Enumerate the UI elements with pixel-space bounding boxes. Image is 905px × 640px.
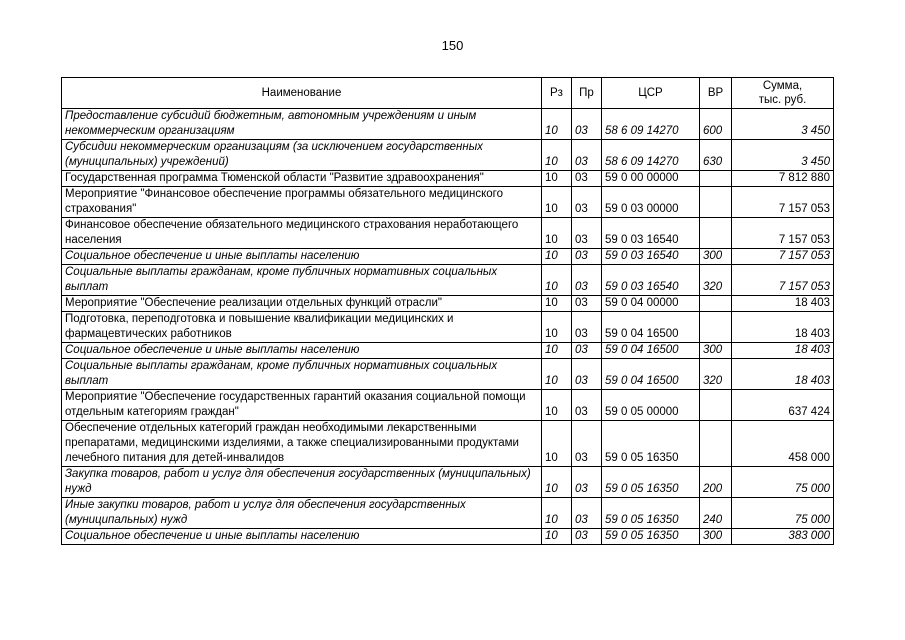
- cell-csr: 59 0 00 00000: [602, 171, 700, 187]
- cell-name: Обеспечение отдельных категорий граждан необходимыми лекарственными препаратами, медицинскими изделиями, а также специализированными продуктами лечебного питания для детей-инвалидов: [62, 421, 542, 467]
- cell-name: Подготовка, переподготовка и повышение квалификации медицинских и фармацевтических работников: [62, 312, 542, 343]
- table-row: [62, 529, 834, 545]
- table-row: [62, 187, 834, 218]
- cell-name: Государственная программа Тюменской области "Развитие здравоохранения": [62, 171, 542, 187]
- table-row: [62, 467, 834, 498]
- cell-vr: 630: [700, 140, 732, 171]
- cell-sum: 637 424: [732, 390, 834, 421]
- cell-pr: 03: [572, 187, 602, 218]
- cell-rz: 10: [542, 140, 572, 171]
- table-row: [62, 390, 834, 421]
- cell-vr: 200: [700, 467, 732, 498]
- cell-name: Социальные выплаты гражданам, кроме публичных нормативных социальных выплат: [62, 265, 542, 296]
- cell-sum: 75 000: [732, 467, 834, 498]
- cell-sum: 458 000: [732, 421, 834, 467]
- cell-csr: 59 0 03 16540: [602, 249, 700, 265]
- cell-rz: 10: [542, 249, 572, 265]
- cell-vr: [700, 390, 732, 421]
- cell-pr: 03: [572, 343, 602, 359]
- cell-rz: 10: [542, 187, 572, 218]
- table-row: [62, 218, 834, 249]
- header-pr: Пр: [572, 78, 602, 109]
- header-rz: Рз: [542, 78, 572, 109]
- cell-rz: 10: [542, 312, 572, 343]
- cell-sum: 3 450: [732, 140, 834, 171]
- cell-name: Социальные выплаты гражданам, кроме публичных нормативных социальных выплат: [62, 359, 542, 390]
- cell-csr: 58 6 09 14270: [602, 140, 700, 171]
- header-vr: ВР: [700, 78, 732, 109]
- table-row: [62, 296, 834, 312]
- cell-pr: 03: [572, 498, 602, 529]
- cell-name: Мероприятие "Финансовое обеспечение программы обязательного медицинского страхования": [62, 187, 542, 218]
- cell-vr: [700, 312, 732, 343]
- cell-pr: 03: [572, 218, 602, 249]
- cell-pr: 03: [572, 296, 602, 312]
- cell-vr: 240: [700, 498, 732, 529]
- cell-csr: 59 0 03 16540: [602, 218, 700, 249]
- cell-name: Финансовое обеспечение обязательного медицинского страхования неработающего населения: [62, 218, 542, 249]
- table-body: [62, 109, 834, 545]
- table-row: [62, 171, 834, 187]
- cell-csr: 59 0 04 16500: [602, 359, 700, 390]
- cell-vr: 300: [700, 343, 732, 359]
- cell-sum: 18 403: [732, 359, 834, 390]
- cell-csr: 59 0 05 16350: [602, 498, 700, 529]
- cell-sum: 7 157 053: [732, 249, 834, 265]
- table-row: [62, 343, 834, 359]
- cell-vr: 320: [700, 265, 732, 296]
- cell-sum: 7 157 053: [732, 218, 834, 249]
- cell-vr: [700, 187, 732, 218]
- table-row: [62, 421, 834, 467]
- cell-rz: 10: [542, 359, 572, 390]
- cell-rz: 10: [542, 390, 572, 421]
- table-row: [62, 312, 834, 343]
- cell-name: Социальное обеспечение и иные выплаты населению: [62, 343, 542, 359]
- page-number: 150: [441, 38, 464, 53]
- cell-csr: 59 0 05 16350: [602, 529, 700, 545]
- cell-name: Иные закупки товаров, работ и услуг для обеспечения государственных (муниципальных) нужд: [62, 498, 542, 529]
- cell-name: Предоставление субсидий бюджетным, автономным учреждениям и иным некоммерческим организациям: [62, 109, 542, 140]
- cell-vr: 300: [700, 249, 732, 265]
- cell-csr: 59 0 03 16540: [602, 265, 700, 296]
- cell-pr: 03: [572, 312, 602, 343]
- table-row: [62, 359, 834, 390]
- cell-sum: 18 403: [732, 343, 834, 359]
- cell-rz: 10: [542, 467, 572, 498]
- cell-sum: 75 000: [732, 498, 834, 529]
- table-header-row: [62, 78, 834, 109]
- cell-sum: 7 157 053: [732, 265, 834, 296]
- cell-pr: 03: [572, 140, 602, 171]
- budget-table: [61, 77, 834, 545]
- cell-vr: 320: [700, 359, 732, 390]
- cell-name: Мероприятие "Обеспечение государственных гарантий оказания социальной помощи отдельным категориям граждан": [62, 390, 542, 421]
- header-sum-line2: тыс. руб.: [758, 94, 807, 106]
- table-row: [62, 249, 834, 265]
- cell-csr: 59 0 04 00000: [602, 296, 700, 312]
- cell-name: Социальное обеспечение и иные выплаты населению: [62, 249, 542, 265]
- cell-vr: [700, 218, 732, 249]
- cell-pr: 03: [572, 359, 602, 390]
- cell-vr: 300: [700, 529, 732, 545]
- cell-sum: 7 812 880: [732, 171, 834, 187]
- cell-pr: 03: [572, 249, 602, 265]
- cell-csr: 59 0 05 00000: [602, 390, 700, 421]
- cell-rz: 10: [542, 171, 572, 187]
- cell-rz: 10: [542, 218, 572, 249]
- cell-pr: 03: [572, 109, 602, 140]
- cell-pr: 03: [572, 467, 602, 498]
- cell-pr: 03: [572, 529, 602, 545]
- cell-csr: 59 0 05 16350: [602, 467, 700, 498]
- cell-csr: 59 0 03 00000: [602, 187, 700, 218]
- cell-pr: 03: [572, 421, 602, 467]
- cell-pr: 03: [572, 171, 602, 187]
- cell-sum: 18 403: [732, 296, 834, 312]
- cell-name: Субсидии некоммерческим организациям (за исключением государственных (муниципальных) учреждений): [62, 140, 542, 171]
- cell-rz: 10: [542, 529, 572, 545]
- cell-rz: 10: [542, 343, 572, 359]
- cell-rz: 10: [542, 296, 572, 312]
- cell-name: Закупка товаров, работ и услуг для обеспечения государственных (муниципальных) нужд: [62, 467, 542, 498]
- table-row: [62, 140, 834, 171]
- cell-csr: 59 0 04 16500: [602, 312, 700, 343]
- cell-sum: 3 450: [732, 109, 834, 140]
- cell-sum: 7 157 053: [732, 187, 834, 218]
- cell-vr: [700, 421, 732, 467]
- header-sum: [732, 78, 834, 109]
- cell-csr: 59 0 04 16500: [602, 343, 700, 359]
- cell-vr: [700, 171, 732, 187]
- cell-sum: 383 000: [732, 529, 834, 545]
- cell-rz: 10: [542, 498, 572, 529]
- header-name: Наименование: [62, 78, 542, 109]
- cell-sum: 18 403: [732, 312, 834, 343]
- table-row: [62, 109, 834, 140]
- cell-csr: 59 0 05 16350: [602, 421, 700, 467]
- cell-pr: 03: [572, 390, 602, 421]
- cell-rz: 10: [542, 421, 572, 467]
- cell-name: Мероприятие "Обеспечение реализации отдельных функций отрасли": [62, 296, 542, 312]
- table-row: [62, 498, 834, 529]
- table-row: [62, 265, 834, 296]
- header-csr: ЦСР: [602, 78, 700, 109]
- cell-rz: 10: [542, 109, 572, 140]
- cell-pr: 03: [572, 265, 602, 296]
- cell-name: Социальное обеспечение и иные выплаты населению: [62, 529, 542, 545]
- cell-vr: 600: [700, 109, 732, 140]
- cell-csr: 58 6 09 14270: [602, 109, 700, 140]
- header-sum-line1: Сумма,: [762, 80, 803, 92]
- cell-vr: [700, 296, 732, 312]
- cell-rz: 10: [542, 265, 572, 296]
